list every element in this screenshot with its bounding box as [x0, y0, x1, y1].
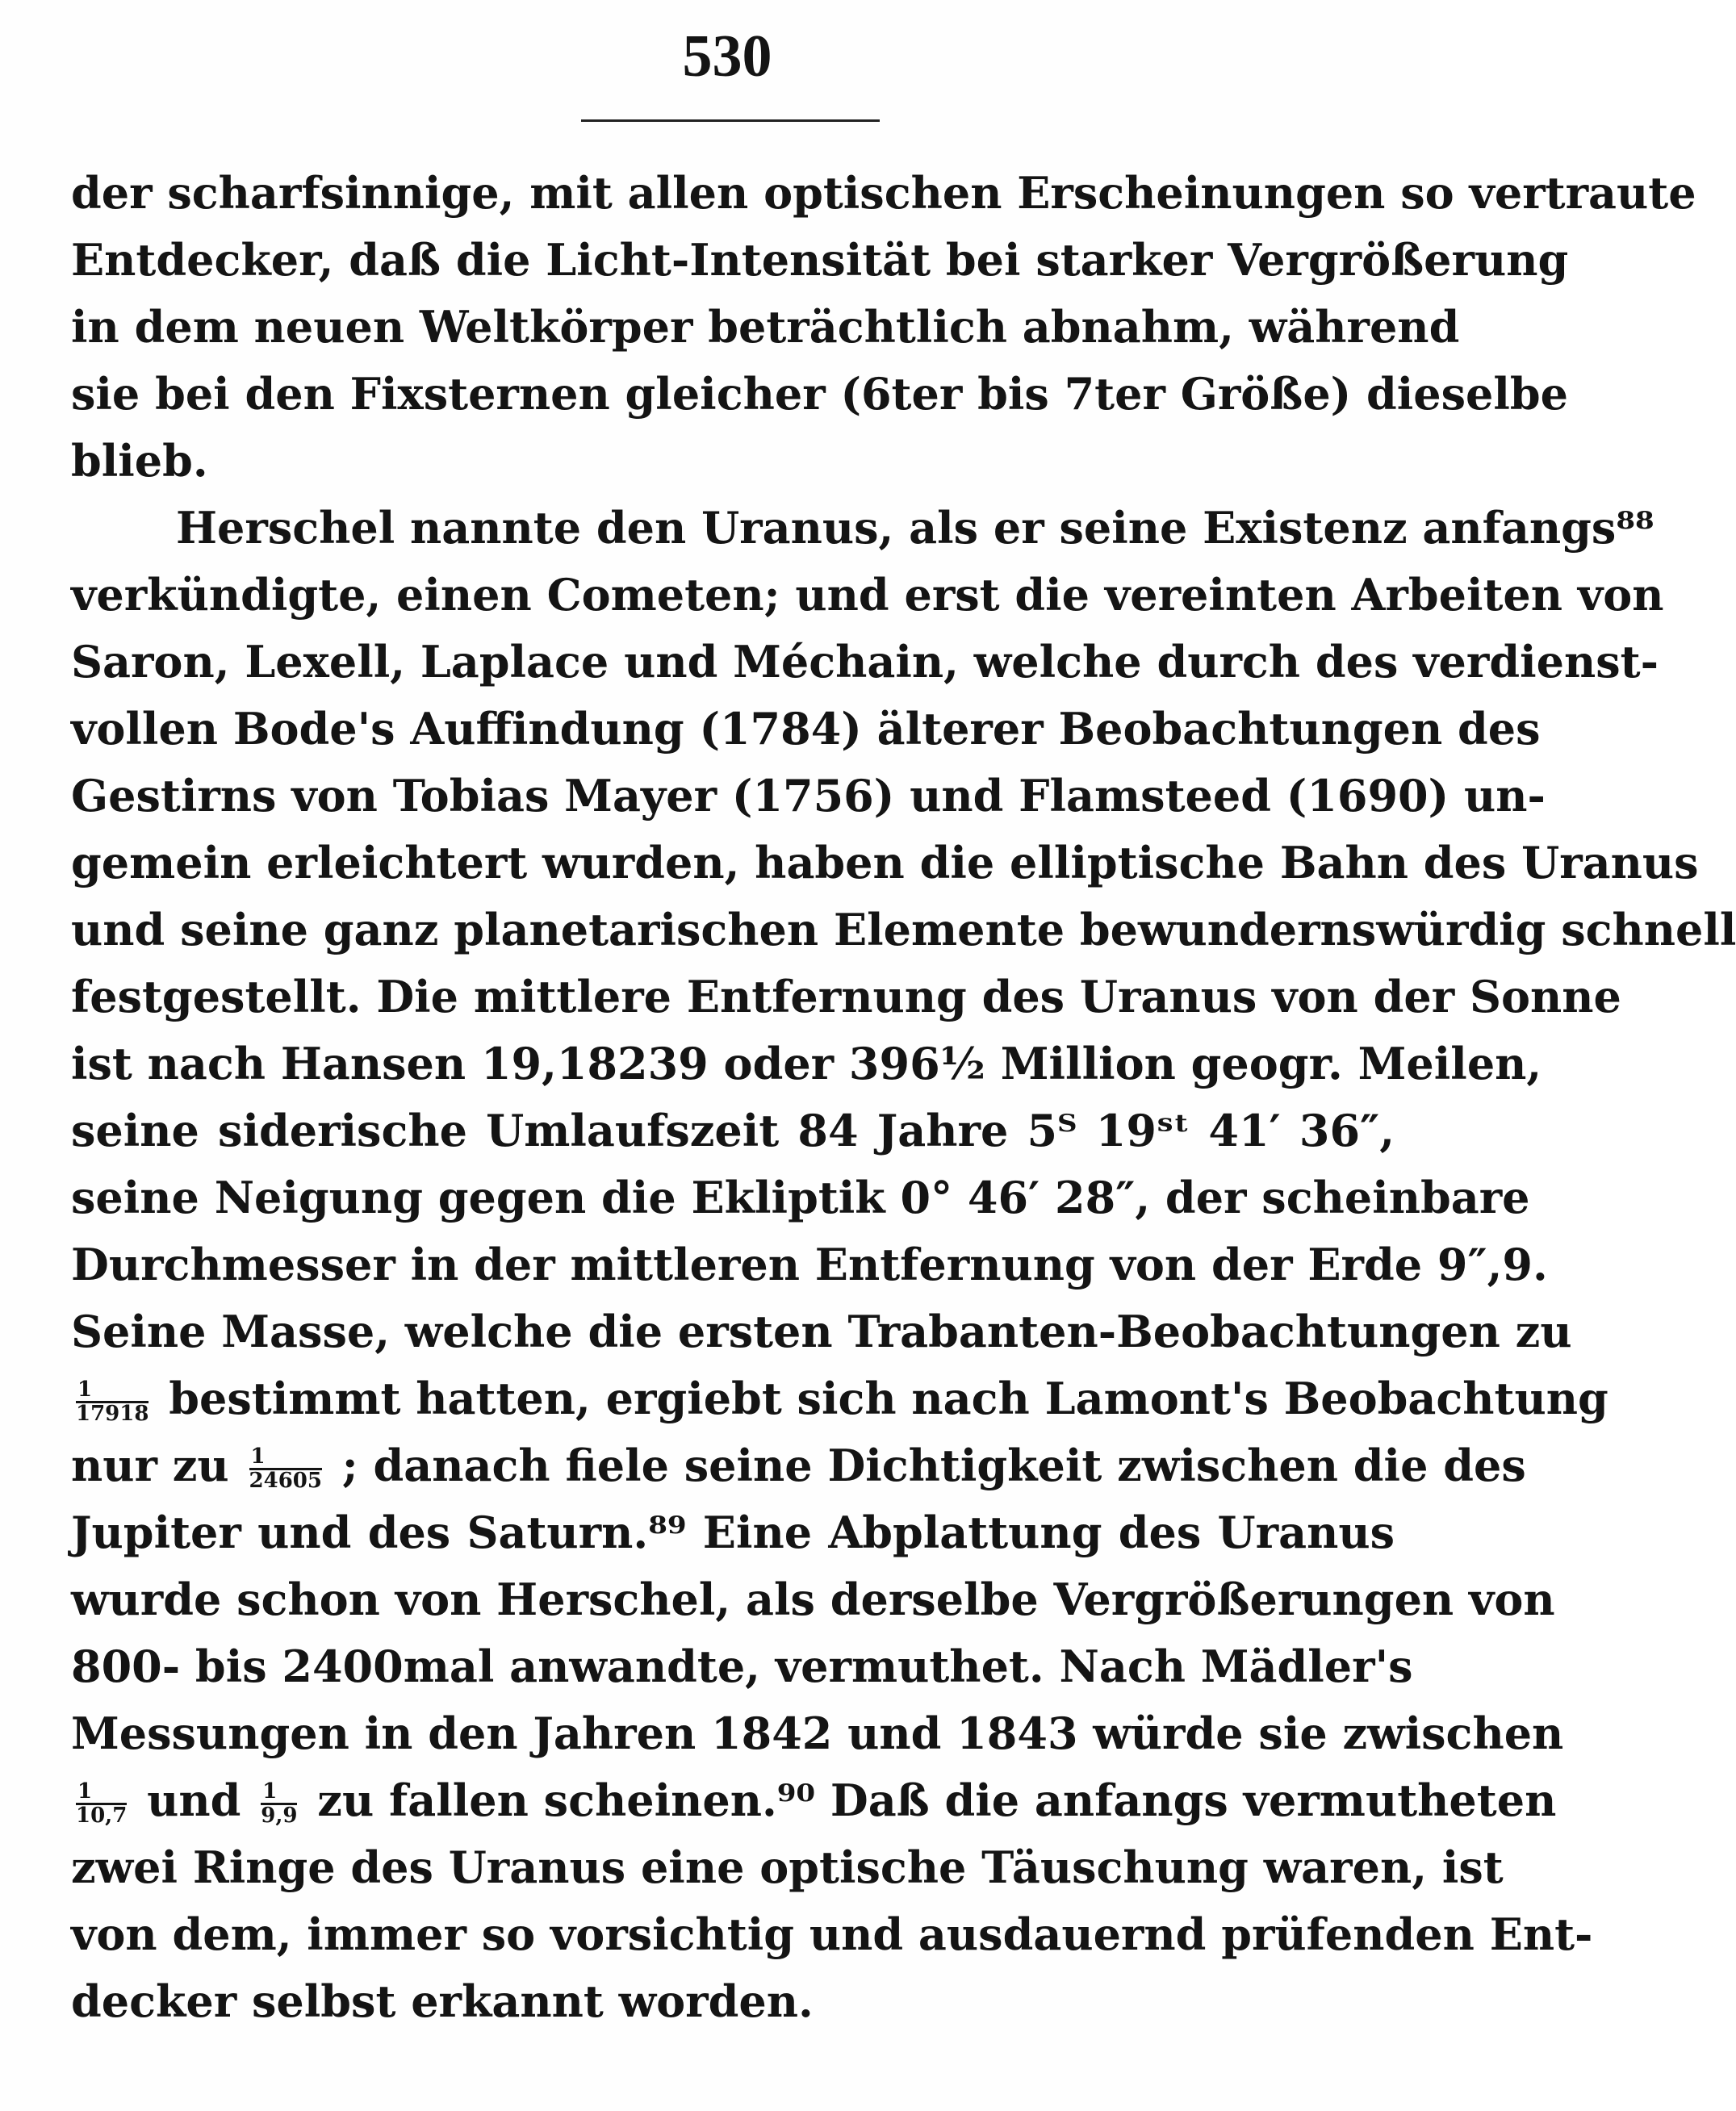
text-line: der scharfsinnige, mit allen optischen Erscheinungen so vertraute	[71, 167, 1696, 219]
text-line: gemein erleichtert wurden, haben die elliptische Bahn des Uranus	[71, 837, 1699, 888]
page-number: 530	[682, 23, 772, 90]
body-text	[71, 160, 1736, 2035]
text-line: Gestirns von Tobias Mayer (1756) und Flamsteed (1690) un-	[71, 770, 1546, 821]
text-line: blieb.	[71, 435, 208, 487]
header-rule	[581, 119, 880, 122]
text-line-with-fraction: $\frac{1}{10,7}$ und $\frac{1}{9,9}$ zu fallen scheinen.⁹⁰ Daß die anfangs vermutheten	[76, 1774, 1557, 1829]
text-line: zwei Ringe des Uranus eine optische Täuschung waren, ist	[71, 1841, 1504, 1893]
text-line: Herschel nannte den Uranus, als er seine Existenz anfangs⁸⁸	[176, 502, 1654, 554]
text-line: Jupiter und des Saturn.⁸⁹ Eine Abplattung des Uranus	[71, 1507, 1395, 1558]
text-line: verkündigte, einen Cometen; und erst die vereinten Arbeiten von	[71, 569, 1664, 621]
text-line: Durchmesser in der mittleren Entfernung von der Erde 9″,9.	[71, 1239, 1548, 1290]
fraction: $\frac{1}{10,7}$	[76, 1779, 128, 1829]
text-line: decker selbst erkannt worden.	[71, 1975, 814, 2027]
text-line: festgestellt. Die mittlere Entfernung des Uranus von der Sonne	[71, 971, 1621, 1022]
text-line: seine siderische Umlaufszeit 84 Jahre 5ᵀ 19ˢᵗ 41′ 36″,	[71, 1105, 1395, 1156]
text-line-with-fraction: nur zu $\frac{1}{24605}$ ; danach fiele seine Dichtigkeit zwischen die des	[71, 1440, 1526, 1494]
text-line: seine Neigung gegen die Ekliptik 0° 46′ 28″, der scheinbare	[71, 1172, 1530, 1223]
text-line: vollen Bode's Auffindung (1784) älterer Beobachtungen des	[71, 703, 1541, 755]
text-line: Saron, Lexell, Laplace und Méchain, welche durch des verdienst-	[71, 636, 1659, 688]
text-line: Seine Masse, welche die ersten Trabanten-Beobachtungen zu	[71, 1306, 1572, 1357]
text-line: und seine ganz planetarischen Elemente bewundernswürdig schnell	[71, 904, 1736, 955]
text-line: in dem neuen Weltkörper beträchtlich abnahm, während	[71, 301, 1460, 353]
text-line: sie bei den Fixsternen gleicher (6ter bis 7ter Größe) dieselbe	[71, 368, 1569, 420]
fraction: $\frac{1}{24605}$	[249, 1444, 322, 1494]
text-line: wurde schon von Herschel, als derselbe Vergrößerungen von	[71, 1574, 1555, 1625]
text-line: ist nach Hansen 19,18239 oder 396½ Million geogr. Meilen,	[71, 1038, 1542, 1089]
text-line: Messungen in den Jahren 1842 und 1843 würde sie zwischen	[71, 1708, 1564, 1759]
text-line: 800- bis 2400mal anwandte, vermuthet. Nach Mädler's	[71, 1641, 1413, 1692]
fraction: $\frac{1}{9,9}$	[261, 1779, 298, 1829]
text-line: Entdecker, daß die Licht-Intensität bei starker Vergrößerung	[71, 234, 1569, 286]
text-line-with-fraction: $\frac{1}{17918}$ bestimmt hatten, ergiebt sich nach Lamont's Beobachtung	[76, 1373, 1608, 1427]
fraction: $\frac{1}{17918}$	[76, 1377, 149, 1427]
text-line: von dem, immer so vorsichtig und ausdauernd prüfenden Ent-	[71, 1908, 1593, 1960]
